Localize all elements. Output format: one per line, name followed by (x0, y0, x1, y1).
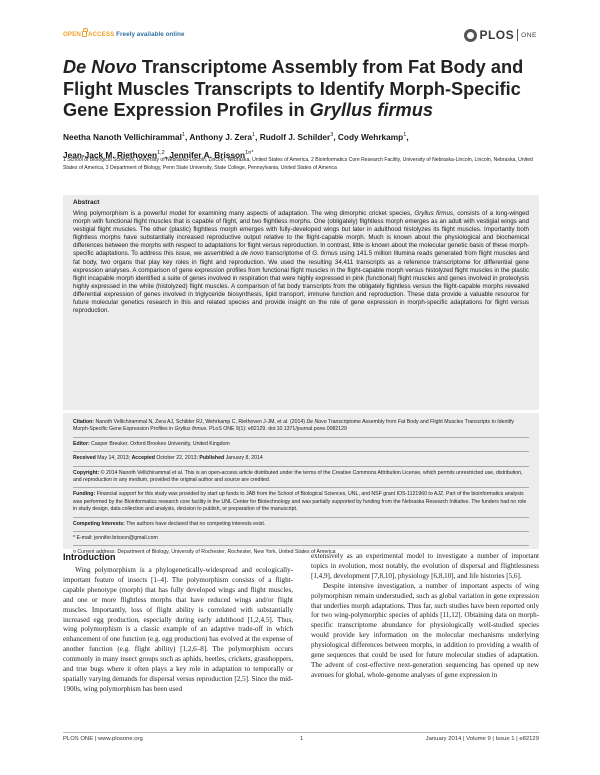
published-label: Published (199, 455, 225, 462)
footer-issue: January 2014 | Volume 9 | Issue 1 | e82129 (425, 736, 539, 742)
author-affil-sup: 1¤* (245, 149, 254, 156)
author-affil-sup: 1 (181, 132, 186, 138)
article-meta-box (63, 413, 539, 556)
author-name: Jean-Jack M. Riethoven (63, 149, 158, 160)
citation-species: Gryllus firmus (174, 426, 207, 433)
title-species: Gryllus firmus (309, 100, 433, 120)
intro-paragraph: Despite intensive investigation, a number of important aspects of wing polymorphism remain understudied, such as global variation in gene expression that underlies morph adaptations. Thus far, such studies have been reported only for two wing-polymorphic species of aphids [11,12]. Obtaining data on morph-specific transcriptome abundance for physiologically well-studied species would provide key information on the molecular mechanisms underlying physiological differences between morphs, in addition to providing a wealth of gene sequences that could be used for future molecular studies of adaptation. The advent of cost-effective next-generation sequencing has opened up new avenues for global, whole-genome analyses of gene expression in (311, 581, 539, 679)
citation-text: Transcriptome Assembly from Fat Body and Flight Muscles Transcripts to Identify Morph-Specific Gene Expression Profiles in (73, 419, 515, 433)
funding (73, 491, 529, 513)
accepted-label: Accepted (131, 455, 155, 462)
copyright-label: Copyright: (73, 469, 100, 476)
author-affil-sup: 1 (403, 132, 407, 138)
abstract-part: using 141.5 million Illumina reads generated from flight muscles and fat body, two organs that play key roles in flight and reproduction. We used the resulting 34,411 transcripts as a reference transcriptome for differential gene expression analyses. A comparison of gene expression profiles from functional flight muscles in the flight-capable morph versus histolyzed flight muscles in the plastic flight incapable morph identified a suite of genes involved in respiration that were highly expressed in pink (functional) flight muscles and genes involved in proteolysis highly expressed in the white (histolyzed) flight muscles. A comparison of fat body transcripts from the obligately flightless versus the flight-capable morphs revealed differential expression of genes involved in triglyceride biosynthesis, lipid transport, immune function and reproduction. These data provide a valuable resource for future molecular genetics research in this and related species and provide insight on the role of gene expression in morph-specific adaptations for flight versus reproduction. (73, 250, 529, 315)
copyright-text: © 2014 Nanoth Vellichirammal et al. This is an open-access article distributed under the terms of the Creative Commons Attribution License, which permits unrestricted use, distribution, and reproduction in any medium, provided the original author and source are credited. (73, 469, 523, 484)
open-lock-icon (82, 31, 87, 37)
editor-label: Editor: (73, 440, 90, 447)
abstract-species: G. firmus (312, 250, 338, 258)
one-logo-text: ONE (521, 31, 537, 39)
divider (73, 437, 529, 438)
email: * E-mail: jennifer.brisson@gmail.com (73, 535, 158, 542)
funding-label: Funding: (73, 491, 96, 498)
divider (73, 545, 529, 546)
author-affil-sup: 3 (330, 132, 334, 138)
open-label: OPEN (63, 31, 81, 38)
footer-page-number: 1 (300, 736, 304, 742)
funding-text: Financial support for this study was provided by start up funds to JAB from the School of Biological Sciences, UNL, and NSF grant IOS-1121960 to AJZ. Part of the bioinformatics analysis was performed by the Bioinformatics research core facility in the UNL Center for Biotechnology and was partially supported by funding from the Nebraska Research Initiative. The funders had no role in study design, data collection and analysis, decision to publish, or preparation of the manuscript. (73, 491, 527, 513)
title-italic-lead: De Novo (63, 57, 137, 77)
open-access-banner (63, 31, 185, 38)
intro-column-2 (311, 552, 539, 681)
abstract-box (63, 195, 539, 410)
citation-label: Citation: (73, 419, 95, 425)
footer-rule (63, 732, 539, 733)
intro-paragraph: extensively as an experimental model to investigate a number of important topics in evolution, most notably, the evolution of dispersal and flightlessness [1,4,9], development [7,8,10], physiology [6,8,10], and life histories [5,6]. (311, 552, 539, 580)
title-line1: Transcriptome Assembly from Fat Body and (136, 57, 524, 77)
dates (73, 455, 529, 462)
title-line3: Gene Expression Profiles in (63, 100, 310, 120)
top-bar (63, 29, 537, 43)
affiliations: 1 School of Biological Sciences, University of Nebraska-Lincoln, Lincoln, Nebraska, United States of America, 2 Bioinformatics Core Research Facility, University of Nebraska-Lincoln, Lincoln, Nebraska, United States of America, 3 Department of Biology, Penn State University, State College, Pennsylvania, United States of America (63, 157, 533, 172)
abstract-text (73, 210, 529, 315)
editor (73, 441, 529, 448)
article-title (63, 57, 539, 122)
citation-text: Nanoth Vellichirammal N, Zera AJ, Schilder RJ, Wehrkamp C, Riethoven J-JM, et al. (2014) (94, 419, 307, 425)
author-name: Neetha Nanoth Vellichirammal (63, 131, 182, 142)
competing-label: Competing Interests: (73, 520, 125, 527)
citation (73, 419, 529, 434)
current-address: ¤ Current address: Department of Biology, University of Rochester, Rochester, New York, United States of America (73, 549, 336, 556)
received-date: May 14, 2013; (95, 455, 132, 462)
divider (73, 466, 529, 467)
plos-one-logo (464, 27, 537, 43)
editor-text: Casper Breuker, Oxford Brookes University, United Kingdom (89, 440, 230, 447)
divider (73, 487, 529, 488)
accepted-date: October 22, 2013; (154, 455, 200, 462)
copyright (73, 470, 529, 485)
author-sep: , (406, 131, 409, 142)
author-affil-sup: 1 (252, 132, 256, 138)
author-name: , Jennifer A. Brisson (164, 149, 246, 160)
published-date: January 8, 2014 (224, 455, 263, 462)
abstract-species: Gryllus firmus (414, 210, 453, 217)
divider (73, 517, 529, 518)
abstract-part: transcriptome of (263, 250, 313, 258)
introduction-heading: Introduction (63, 552, 116, 562)
author-name: , Anthony J. Zera (185, 131, 253, 142)
plos-circle-icon (464, 29, 477, 42)
abstract-denovo: de novo (241, 250, 264, 258)
divider (73, 451, 529, 452)
author-affil-sup: 1,2 (157, 149, 165, 156)
author-name: , Cody Wehrkamp (333, 131, 404, 142)
title-line2: Flight Muscles Transcripts to Identify Morph-Specific (63, 78, 521, 99)
abstract-part: Wing polymorphism is a powerful model for examining many aspects of adaptation. The wing dimorphic cricket species, (73, 210, 415, 217)
author-name: , Rudolf J. Schilder (255, 131, 331, 142)
competing-text: The authors have declared that no competing interests exist. (124, 520, 266, 527)
citation-text: . PLoS ONE 9(1): e82129. doi:10.1371/journal.pone.0082129 (206, 426, 347, 433)
abstract-part: , consists of a long-winged morph with functional flight muscles that is capable of flight, and two flightless morphs. One (obligately) flightless morph emerges as an adult with vestigial wings and vestigial flight muscles. The other (plastic) flightless morph emerges with fully-developed wings but later in adulthood histolyzes its flight muscles. Importantly both flightless morphs have substantially increased reproductive output relative to the flight-capable morph. Much is known about the physiological and biochemical differences between the morphs with respect to adaptations for flight versus reproduction. In contrast, little is known about the molecular genetic basis of these morph-specific adaptations. To address this issue, we assembled a (73, 210, 529, 258)
competing-interests (73, 521, 529, 528)
access-label: ACCESS (87, 31, 115, 38)
freely-available-label: Freely available online (116, 31, 185, 38)
intro-paragraph: Wing polymorphism is a phylogenetically-widespread and ecologically-important feature of insects [1–4]. The polymorphism consists of a flight-capable phenotype (morph) that has fully developed wings and flight muscles, and one or more flightless morphs that have reduced wings and/or flight muscles. Importantly, loss of flight ability is correlated with substantially increased egg production, especially during early adulthood [1,2,4,5]. Thus, wing polymorphism is a classic example of an adaptive trade-off in which enhancement of one function (e.g. egg production) has evolved at the expense of another function (e.g. flight ability) [1,2,6–8]. The polymorphism occurs commonly in many insect groups such as aphids, beetles, crickets, grasshoppers, and true bugs where it often plays a key role in adaptation to temporally or spatially varying demands for dispersal versus reproduction [2,5]. Since the mid-1900s, wing polymorphism has been used (63, 566, 293, 693)
logo-divider (517, 29, 518, 41)
footer-journal: PLOS ONE | www.plosone.org (63, 736, 143, 742)
received-label: Received (73, 455, 96, 462)
plos-logo-text: PLOS (479, 28, 515, 42)
intro-column-1 (63, 566, 293, 695)
citation-italic: De Novo (306, 419, 327, 425)
divider (73, 531, 529, 532)
abstract-heading: Abstract (73, 199, 100, 206)
